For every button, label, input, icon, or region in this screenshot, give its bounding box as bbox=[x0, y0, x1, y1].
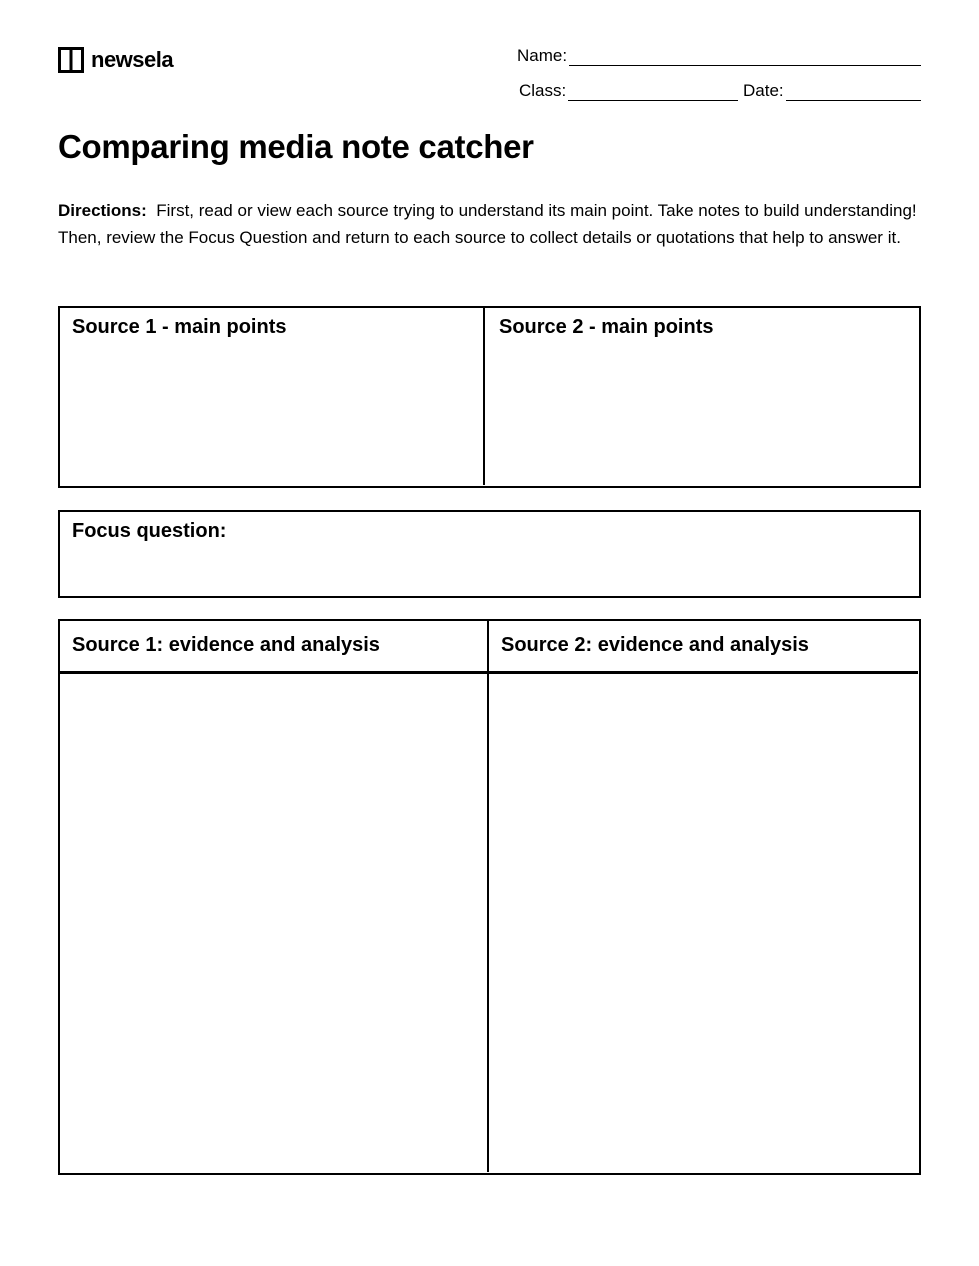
source1-main-points-cell[interactable] bbox=[60, 308, 485, 485]
date-label: Date: bbox=[743, 81, 784, 100]
date-field[interactable] bbox=[743, 81, 921, 101]
source2-main-points-label: Source 2 - main points bbox=[499, 316, 714, 338]
newsela-logo bbox=[58, 46, 173, 74]
source2-evidence-label: Source 2: evidence and analysis bbox=[501, 634, 809, 656]
directions bbox=[58, 198, 920, 251]
focus-question-box[interactable] bbox=[58, 510, 921, 598]
name-field[interactable] bbox=[517, 46, 921, 66]
class-label: Class: bbox=[519, 81, 567, 100]
directions-label: Directions: bbox=[58, 201, 147, 220]
class-line[interactable] bbox=[568, 82, 738, 101]
brand-name: newsela bbox=[91, 47, 174, 72]
source1-evidence-label: Source 1: evidence and analysis bbox=[72, 634, 380, 656]
focus-question-label: Focus question: bbox=[72, 520, 227, 542]
date-line[interactable] bbox=[786, 82, 921, 101]
source2-evidence-cell[interactable] bbox=[489, 674, 918, 1172]
class-field[interactable] bbox=[519, 81, 738, 101]
source1-main-points-label: Source 1 - main points bbox=[72, 316, 287, 338]
source2-main-points-cell[interactable] bbox=[485, 308, 918, 485]
main-points-table bbox=[58, 306, 921, 488]
evidence-table bbox=[58, 619, 921, 1175]
book-icon bbox=[58, 47, 84, 73]
page-title: Comparing media note catcher bbox=[58, 128, 534, 165]
directions-text: First, read or view each source trying to understand its main point. Take notes to build understanding! Then, review the Focus Question and return to each source to collect details or quotations that help to answer it. bbox=[58, 201, 917, 247]
source1-evidence-header bbox=[60, 621, 489, 674]
source1-evidence-cell[interactable] bbox=[60, 674, 489, 1172]
source2-evidence-header bbox=[489, 621, 918, 674]
name-line[interactable] bbox=[569, 47, 921, 66]
name-label: Name: bbox=[517, 46, 568, 65]
